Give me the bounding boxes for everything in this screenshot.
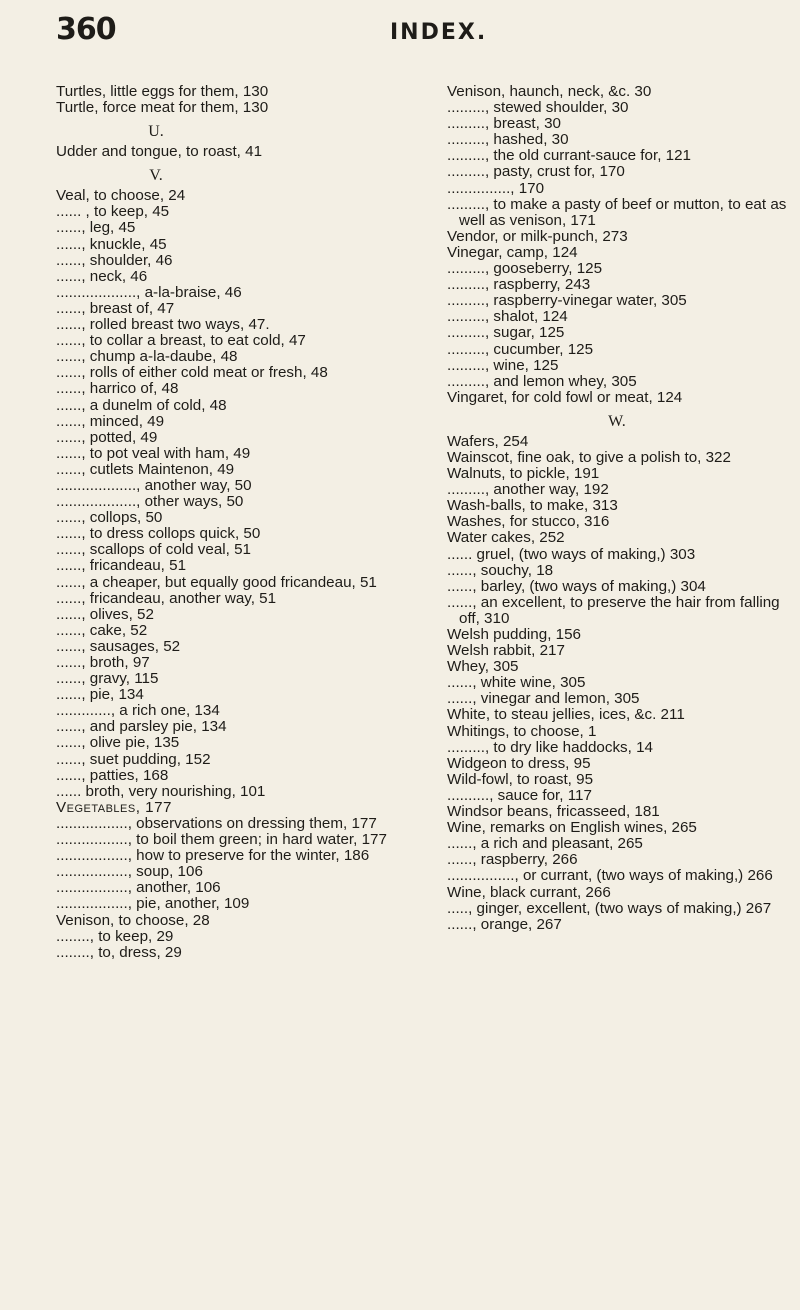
index-entry: ........., the old currant-sauce for, 121: [447, 147, 691, 165]
index-entry: Water cakes, 252: [447, 529, 565, 547]
index-entry: ........., shalot, 124: [447, 308, 568, 326]
index-entry: ........., stewed shoulder, 30: [447, 99, 629, 117]
page-number: 360: [56, 12, 116, 47]
index-entry: ......, orange, 267: [447, 915, 562, 933]
index-entry: ..................., another way, 50: [56, 476, 252, 494]
index-entry: ......, leg, 45: [56, 219, 136, 237]
index-entry: ......, knuckle, 45: [56, 235, 167, 253]
index-entry: Welsh rabbit, 217: [447, 642, 565, 660]
index-entry: ................., to boil them green; in hard water, 177: [56, 831, 387, 849]
index-entry: ......, and parsley pie, 134: [56, 718, 227, 736]
index-entry: ........., to make a pasty of beef or mutton, to eat as well as venison, 171: [447, 195, 787, 229]
index-entry: ......, scallops of cold veal, 51: [56, 541, 252, 559]
section-letter: V.: [149, 167, 163, 185]
index-entry: ................., observations on dressing them, 177: [56, 814, 377, 832]
index-entry: Wild-fowl, to roast, 95: [447, 770, 594, 788]
index-entry: ......, collops, 50: [56, 509, 163, 527]
index-entry: ......, a dunelm of cold, 48: [56, 396, 227, 414]
index-entry: ........., to dry like haddocks, 14: [447, 738, 653, 756]
index-entry: ......, a rich and pleasant, 265: [447, 835, 643, 853]
index-entry: ......, gravy, 115: [56, 670, 159, 688]
index-entry: ......, potted, 49: [56, 428, 158, 446]
index-entry: ........., raspberry, 243: [447, 276, 591, 294]
index-entry: ......, olive pie, 135: [56, 734, 180, 752]
index-entry: ......, raspberry, 266: [447, 851, 578, 869]
index-entry: Washes, for stucco, 316: [447, 513, 610, 531]
index-entry: ......, rolls of either cold meat or fresh, 48: [56, 364, 328, 382]
index-entry: Veal, to choose, 24: [56, 187, 186, 205]
index-entry: ......, fricandeau, another way, 51: [56, 589, 277, 607]
running-head: INDEX.: [390, 20, 488, 45]
index-entry: ......, to dress collops quick, 50: [56, 525, 261, 543]
index-entry: ............., a rich one, 134: [56, 702, 220, 720]
index-entry: ........., sugar, 125: [447, 324, 565, 342]
index-entry: Venison, to choose, 28: [56, 911, 210, 929]
section-letter: W.: [608, 412, 626, 430]
index-entry: Turtle, force meat for them, 130: [56, 99, 269, 117]
index-entry: ......, vinegar and lemon, 305: [447, 690, 640, 708]
index-entry: White, to steau jellies, ices, &c. 211: [447, 706, 685, 724]
index-entry: ................., soup, 106: [56, 863, 203, 881]
index-entry: Whey, 305: [447, 658, 519, 676]
index-entry: Venison, haunch, neck, &c. 30: [447, 83, 652, 100]
index-entry: Vinegar, camp, 124: [447, 243, 578, 261]
index-entry: ......, sausages, 52: [56, 637, 181, 655]
index-entry: ..............., 170: [447, 179, 545, 197]
index-column-right: [447, 84, 787, 933]
index-entry: ......, patties, 168: [56, 766, 169, 784]
index-entry: Wine, remarks on English wines, 265: [447, 819, 697, 837]
index-entry: ......, a cheaper, but equally good fricandeau, 51: [56, 573, 377, 591]
index-entry: ................., pie, another, 109: [56, 895, 250, 913]
index-entry: ......, cake, 52: [56, 621, 148, 639]
index-entry: Welsh pudding, 156: [447, 626, 581, 643]
index-entry: ................., how to preserve for the winter, 186: [56, 847, 370, 865]
index-entry: ......, to pot veal with ham, 49: [56, 444, 251, 462]
index-entry: Vendor, or milk-punch, 273: [447, 227, 628, 245]
index-entry: .........., sauce for, 117: [447, 786, 592, 804]
index-entry: ......, barley, (two ways of making,) 304: [447, 577, 706, 595]
index-entry: Walnuts, to pickle, 191: [447, 465, 600, 483]
index-entry: ........., breast, 30: [447, 115, 561, 133]
index-entry: ......, an excellent, to preserve the hair from falling off, 310: [447, 593, 780, 627]
index-entry: ......, rolled breast two ways, 47.: [56, 316, 270, 334]
index-entry: ......, chump a-la-daube, 48: [56, 348, 238, 366]
section-letter: U.: [148, 123, 164, 141]
index-entry: ......, to collar a breast, to eat cold, 47: [56, 332, 306, 350]
index-entry: ........., cucumber, 125: [447, 340, 594, 358]
index-entry: ......, breast of, 47: [56, 299, 175, 317]
index-entry: Wainscot, fine oak, to give a polish to, 322: [447, 448, 731, 466]
index-entry: Vegetables, 177: [56, 798, 173, 816]
index-entry: Turtles, little eggs for them, 130: [56, 83, 269, 100]
index-entry: ................, or currant, (two ways of making,) 266: [447, 867, 773, 885]
index-entry: ......, harrico of, 48: [56, 380, 179, 398]
index-entry: Udder and tongue, to roast, 41: [56, 143, 263, 161]
index-entry: Windsor beans, fricasseed, 181: [447, 803, 660, 821]
index-entry: Wafers, 254: [447, 432, 529, 450]
index-entry: ...... broth, very nourishing, 101: [56, 782, 266, 800]
index-entry: ...... gruel, (two ways of making,) 303: [447, 545, 696, 563]
index-entry: Widgeon to dress, 95: [447, 754, 591, 772]
index-entry: ........., wine, 125: [447, 356, 559, 374]
index-entry: ......, neck, 46: [56, 267, 148, 285]
index-entry: ...... , to keep, 45: [56, 203, 170, 221]
index-entry: ..................., a-la-braise, 46: [56, 283, 242, 301]
index-entry: ........., hashed, 30: [447, 131, 569, 149]
index-entry: ........, to, dress, 29: [56, 943, 182, 961]
index-entry: ......, white wine, 305: [447, 674, 586, 692]
index-entry: ......, cutlets Maintenon, 49: [56, 460, 235, 478]
index-entry: ......, pie, 134: [56, 686, 144, 704]
index-entry: ........., and lemon whey, 305: [447, 372, 637, 390]
index-entry: ......, fricandeau, 51: [56, 557, 187, 575]
index-entry: ......, suet pudding, 152: [56, 750, 211, 768]
index-entry: ....., ginger, excellent, (two ways of making,) 267: [447, 899, 772, 917]
index-entry: ......, shoulder, 46: [56, 251, 173, 269]
index-entry: ......, souchy, 18: [447, 561, 554, 579]
index-entry: Whitings, to choose, 1: [447, 722, 597, 740]
index-entry: ........., another way, 192: [447, 481, 609, 499]
index-entry: ........, to keep, 29: [56, 927, 174, 945]
index-entry: ......, broth, 97: [56, 654, 150, 671]
index-column-left: [56, 84, 408, 961]
index-entry: ..................., other ways, 50: [56, 493, 244, 511]
index-entry: ........., raspberry-vinegar water, 305: [447, 292, 687, 310]
index-entry: ........., gooseberry, 125: [447, 260, 603, 278]
index-entry: Vingaret, for cold fowl or meat, 124: [447, 388, 683, 406]
index-entry: ................., another, 106: [56, 879, 221, 897]
index-entry: ......, minced, 49: [56, 412, 165, 430]
index-entry: Wash-balls, to make, 313: [447, 497, 618, 515]
page-header: [56, 12, 756, 58]
index-entry: Wine, black currant, 266: [447, 883, 611, 901]
index-entry: ......, olives, 52: [56, 605, 154, 623]
index-entry: ........., pasty, crust for, 170: [447, 163, 625, 181]
